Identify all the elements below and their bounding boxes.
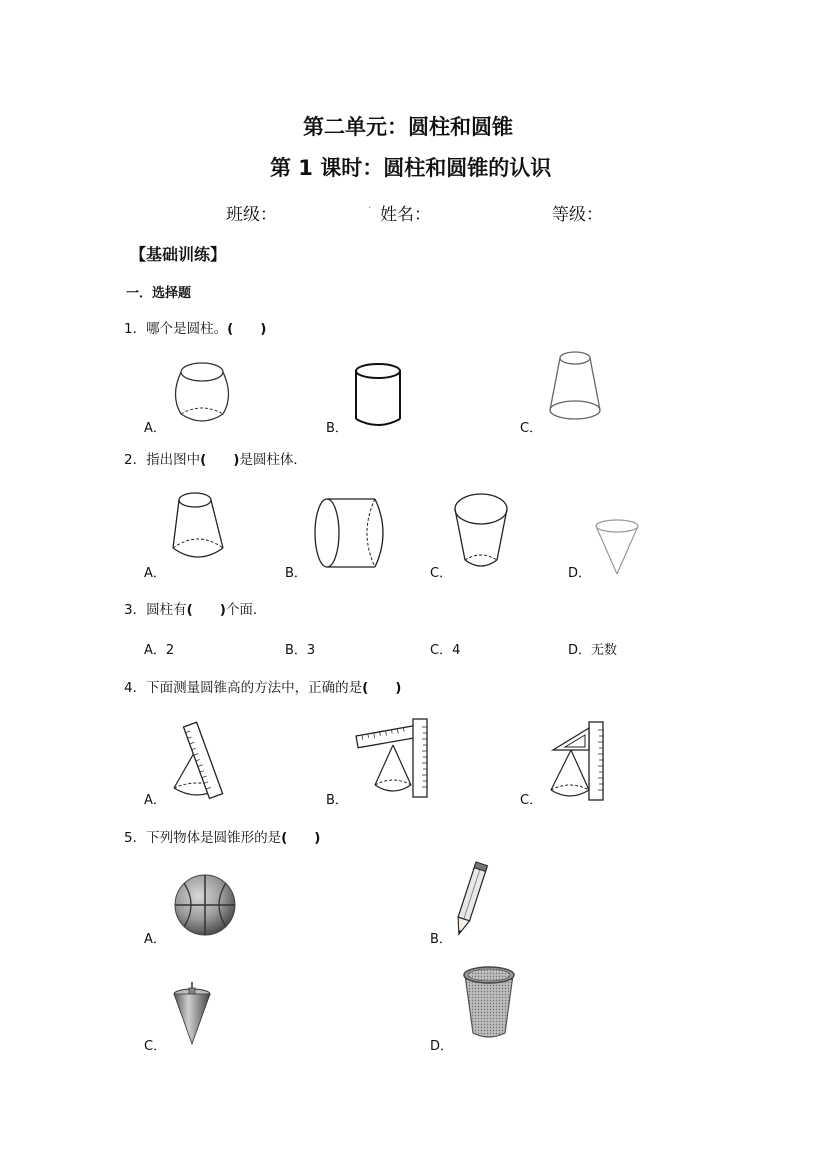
question-4 (124, 676, 401, 696)
option-label: A． (144, 566, 166, 581)
answer-blank: ( ) (281, 830, 321, 846)
question-3 (124, 598, 266, 618)
question-text: 是圆柱体． (239, 452, 307, 468)
dot-separator: . (368, 200, 372, 211)
class-label: 班级： (226, 205, 277, 225)
unit-title: 第二单元：圆柱和圆锥 (303, 115, 513, 139)
basketball-icon (172, 874, 240, 938)
answer-blank: ( ) (186, 602, 226, 618)
question-2 (124, 448, 307, 468)
section-subtitle: 一．选择题 (126, 286, 192, 301)
question-text: 哪个是圆柱。 (146, 321, 228, 337)
option-label: A． (144, 793, 166, 808)
option-label: C．4 (430, 643, 461, 658)
option-label: C． (520, 793, 543, 808)
option-label: D．无数 (568, 643, 618, 658)
question-number: 4． (124, 680, 147, 696)
cup-frustum-icon (453, 492, 513, 572)
cone-with-tilted-ruler-icon (168, 720, 238, 802)
answer-blank: ( ) (200, 452, 240, 468)
option-label: A． (144, 932, 166, 947)
question-number: 5． (124, 830, 147, 846)
option-label: B． (326, 421, 348, 436)
option-label: A． (144, 421, 166, 436)
option-label: B．3 (285, 643, 316, 658)
horizontal-cylinder-icon (313, 495, 393, 575)
option-label: A．2 (144, 643, 175, 658)
answer-blank: ( ) (227, 321, 267, 337)
question-text: 下面测量圆锥高的方法中，正确的是 (146, 680, 363, 696)
question-text: 下列物体是圆锥形的是 (146, 830, 282, 846)
option-label: C． (430, 566, 453, 581)
cylinder-icon (354, 363, 404, 429)
answer-blank: ( ) (362, 680, 402, 696)
question-text: 指出图中 (146, 452, 201, 468)
option-label: B． (430, 932, 452, 947)
pencil-icon (455, 860, 485, 942)
mesh-cup-icon (459, 963, 525, 1041)
question-number: 2． (124, 452, 147, 468)
question-number: 1． (124, 321, 147, 337)
cone-with-ruler-and-square-icon (355, 717, 435, 802)
option-label: D． (430, 1039, 454, 1054)
option-label: B． (285, 566, 307, 581)
cone-with-triangle-ruler-icon (545, 720, 615, 802)
section-title: 【基础训练】 (130, 245, 227, 264)
option-label: D． (568, 566, 592, 581)
question-text: 个面． (225, 602, 267, 618)
lesson-title: 第 1 课时：圆柱和圆锥的认识 (270, 156, 552, 180)
question-number: 3． (124, 602, 147, 618)
frustum-icon (545, 350, 605, 428)
frustum-icon (170, 490, 230, 570)
option-label: C． (144, 1039, 167, 1054)
question-5 (124, 826, 320, 846)
question-text: 圆柱有 (146, 602, 187, 618)
question-1 (124, 317, 266, 337)
grade-label: 等级： (552, 205, 603, 225)
inverted-cone-icon (593, 518, 643, 578)
option-label: B． (326, 793, 348, 808)
name-label: 姓名： (380, 205, 431, 225)
plumb-bob-icon (170, 982, 220, 1048)
barrel-shape-icon (172, 360, 236, 428)
option-label: C． (520, 421, 543, 436)
